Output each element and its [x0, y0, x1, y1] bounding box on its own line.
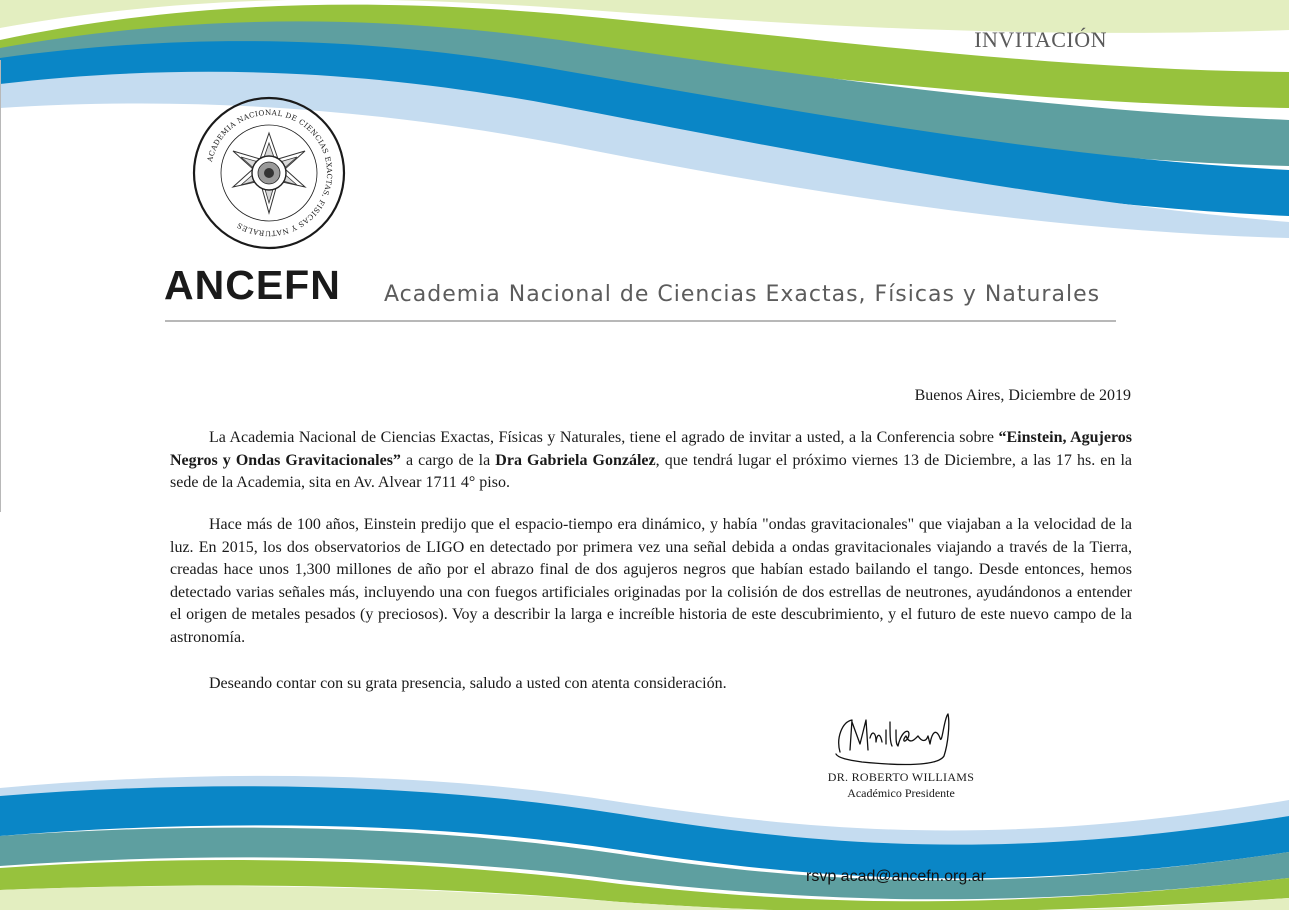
- conference-title: “Einstein, Agujeros Negros y Ondas Gravitacionales”: [170, 429, 1132, 469]
- rsvp-contact: rsvp acad@ancefn.org.ar: [806, 868, 986, 885]
- svg-text:ACADEMIA NACIONAL DE CIENCIAS: ACADEMIA NACIONAL DE CIENCIAS EXACTAS, FISICAS Y NATURALES: [205, 107, 335, 239]
- brand-acronym: ANCEFN: [164, 262, 341, 308]
- invitation-label: INVITACIÓN: [974, 27, 1107, 52]
- letter-date: Buenos Aires, Diciembre de 2019: [914, 387, 1131, 404]
- speaker-name: Dra Gabriela González: [495, 451, 656, 469]
- signer-role: Académico Presidente: [847, 786, 955, 800]
- paragraph1-details: , que tendrá lugar el próximo viernes 13 de Diciembre, a las 17 hs. en la sede de la Academia, sita en Av. Alvear 1711 4° piso.: [170, 451, 1133, 491]
- closing-text: Deseando contar con su grata presencia, saludo a usted con atenta consideración.: [209, 675, 727, 692]
- handwritten-signature: [832, 708, 964, 770]
- signer-name: DR. ROBERTO WILLIAMS: [827, 770, 975, 784]
- abstract-paragraph: [170, 514, 1132, 649]
- brand-full-name: Academia Nacional de Ciencias Exactas, Físicas y Naturales: [384, 282, 1101, 307]
- bottom-wave-decoration: [0, 740, 1289, 910]
- academy-seal-logo: [192, 96, 346, 250]
- abstract-text: Hace más de 100 años, Einstein predijo que el espacio-tiempo era dinámico, y había "ondas gravitacionales" que viajaban a la velocidad de la luz. En 2015, los dos observatorios de LIGO en detectado por primera vez una señal debida a ondas gravitacionales viajando a través de la Tierra, creadas hace unos 1,300 millones de año por el abrazo final de dos agujeros negros que habían estado bailando el tango. Desde entonces, hemos detectado varias señales más, incluyendo una con fuegos artificiales originadas por la colisión de dos estrellas de neutrones, ayudándonos a entender el origen de metales pesados (y preciosos). Voy a describir la larga e increíble historia de este descubrimiento, y el futuro de este nuevo campo de la astronomía.: [170, 516, 1132, 646]
- header-divider: [165, 320, 1116, 322]
- closing-paragraph: [170, 673, 1132, 696]
- paragraph1-intro: La Academia Nacional de Ciencias Exactas, Físicas y Naturales, tiene el agrado de invitar a usted, a la Conferencia sobre: [209, 429, 999, 446]
- invitation-paragraph: [170, 427, 1132, 495]
- paragraph1-middle: a cargo de la: [400, 451, 496, 469]
- page-left-border: [0, 60, 1, 512]
